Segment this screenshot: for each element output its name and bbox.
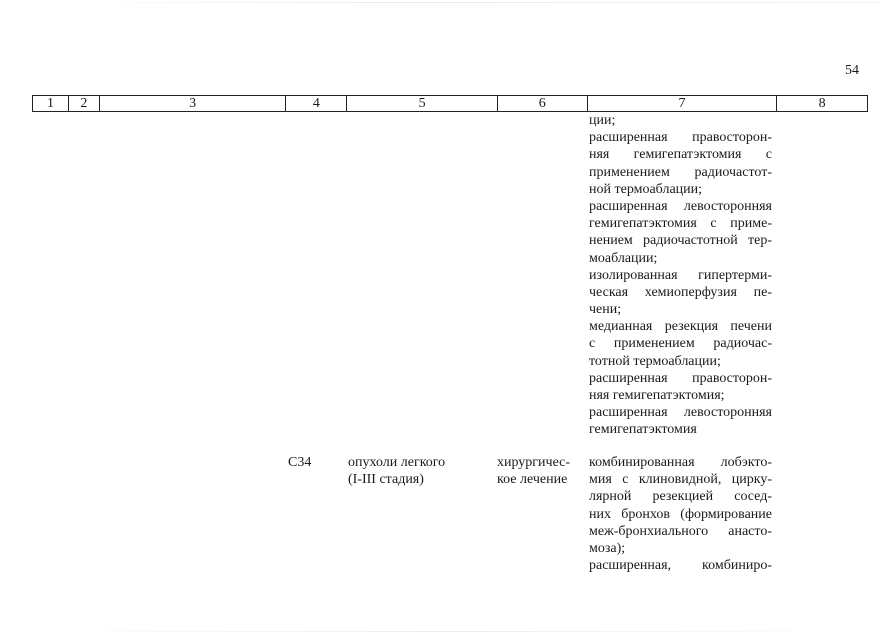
text-line: тотной термоаблации; [589,353,721,369]
text-line: ческая хемиоперфузия пе- [589,284,772,300]
column-number-3: 3 [100,96,287,111]
icd-code: C34 [288,455,312,470]
text-line: няя гемигепатэктомия; [589,388,725,403]
text-line: ции; [589,113,616,128]
text-line: опухоли легкого [348,455,446,470]
text-line: (I-III стадия) [348,472,424,488]
text-line: моаблации; [589,250,658,266]
text-line: расширенная левосторонняя [589,198,772,214]
text-line: лярной резекцией сосед- [589,489,772,505]
row-c34-icd-code [288,454,311,471]
column-number-8: 8 [818,96,826,111]
row-c34-model [348,454,445,488]
text-line: расширенная, комбиниро- [589,558,772,574]
text-line: комбинированная лобэкто- [589,455,772,470]
column-number-4: 4 [286,96,347,111]
text-line: расширенная правосторон- [589,130,772,146]
text-line: гемигепатэктомия [589,422,697,438]
text-line: мия с клиновидной, цирку- [589,472,772,488]
continuation-treatment-method [589,112,772,439]
scan-edge-bottom [20,631,880,632]
text-line: применением радиочастот- [589,164,772,180]
scan-edge-top [60,2,880,3]
table-column-number-row [32,95,868,112]
text-line: расширенная правосторон- [589,370,772,386]
text-line: медианная резекция печени [589,319,772,335]
text-line: них бронхов (формирование [589,506,772,522]
text-line: нением радиочастотной тер- [589,233,772,249]
column-number-5: 5 [347,96,498,111]
text-line: моза); [589,540,626,556]
row-c34-treatment-type [497,454,570,488]
text-line: няя гемигепатэктомия с [589,147,772,163]
text-line: гемигепатэктомия с приме- [589,216,772,232]
text-line: хирургичес- [497,455,571,470]
column-number-1: 1 [33,96,69,111]
text-line: меж-бронхиального анасто- [589,523,772,539]
text-line: ной термоаблации; [589,181,703,197]
column-number-2: 2 [69,96,100,111]
column-number-6: 6 [498,96,588,111]
page-number: 54 [845,63,859,78]
text-line: чени; [589,302,622,318]
text-line: кое лечение [497,472,568,488]
column-number-7: 7 [588,96,778,111]
text-line: изолированная гипертерми- [589,267,772,283]
row-c34-treatment-method [589,454,772,574]
text-line: с применением радиочас- [589,336,772,352]
text-line: расширенная левосторонняя [589,405,772,421]
